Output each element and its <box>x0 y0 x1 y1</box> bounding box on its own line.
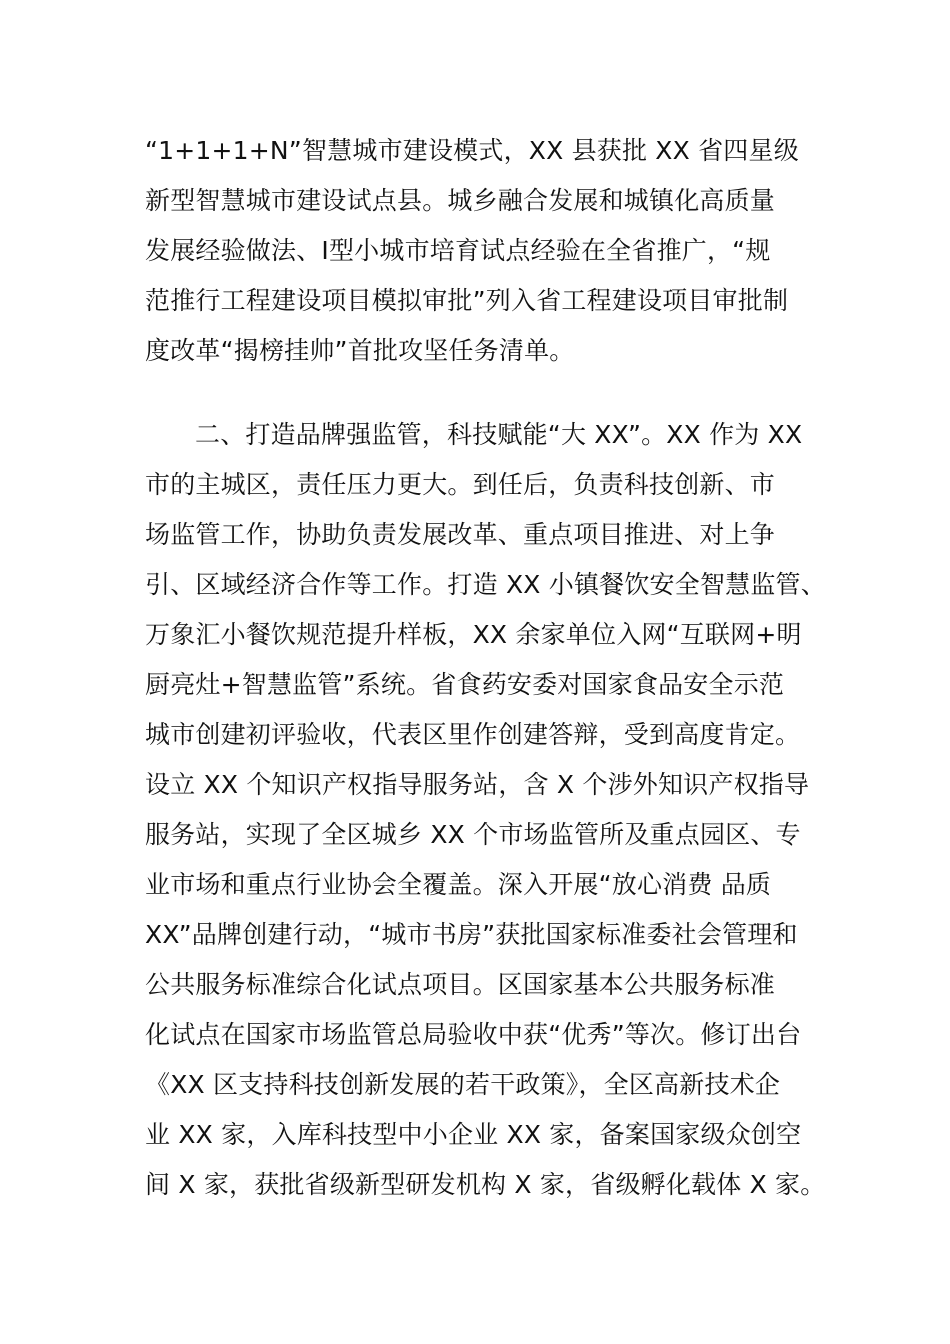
text-line: 公共服务标准综合化试点项目。区国家基本公共服务标准 <box>145 970 776 999</box>
text-line: 业市场和重点行业协会全覆盖。深入开展“放心消费 品质 <box>145 870 772 899</box>
text-line: 万象汇小餐饮规范提升样板，XX 余家单位入网“互联网+明 <box>145 620 802 649</box>
text-line: 间 X 家，获批省级新型研发机构 X 家，省级孵化载体 X 家。 <box>145 1170 826 1199</box>
text-line: 引、区域经济合作等工作。打造 XX 小镇餐饮安全智慧监管、 <box>145 570 826 599</box>
text-line: “1+1+1+N”智慧城市建设模式，XX 县获批 XX 省四星级 <box>145 136 799 165</box>
text-line: XX”品牌创建行动，“城市书房”获批国家标准委社会管理和 <box>145 920 798 949</box>
text-line: 化试点在国家市场监管总局验收中获“优秀”等次。修订出台 <box>145 1020 802 1049</box>
text-line: 新型智慧城市建设试点县。城乡融合发展和城镇化高质量 <box>145 186 776 215</box>
text-line: 《XX 区支持科技创新发展的若干政策》，全区高新技术企 <box>145 1070 781 1099</box>
text-line: 市的主城区，责任压力更大。到任后，负责科技创新、市 <box>145 470 776 499</box>
text-line: 服务站，实现了全区城乡 XX 个市场监管所及重点园区、专 <box>145 820 801 849</box>
section-heading-line: 二、打造品牌强监管，科技赋能“大 XX”。XX 作为 XX <box>195 420 803 449</box>
text-line: 业 XX 家，入库科技型中小企业 XX 家，备案国家级众创空 <box>145 1120 802 1149</box>
text-line: 发展经验做法、Ⅰ型小城市培育试点经验在全省推广，“规 <box>145 236 771 265</box>
text-line: 度改革“揭榜挂帅”首批攻坚任务清单。 <box>145 336 575 365</box>
text-line: 城市创建初评验收，代表区里作创建答辩，受到高度肯定。 <box>145 720 801 749</box>
text-line: 场监管工作，协助负责发展改革、重点项目推进、对上争 <box>145 520 776 549</box>
text-line: 范推行工程建设项目模拟审批”列入省工程建设项目审批制 <box>145 286 789 315</box>
text-line: 厨亮灶+智慧监管”系统。省食药安委对国家食品安全示范 <box>145 670 785 699</box>
text-line: 设立 XX 个知识产权指导服务站，含 X 个涉外知识产权指导 <box>145 770 810 799</box>
